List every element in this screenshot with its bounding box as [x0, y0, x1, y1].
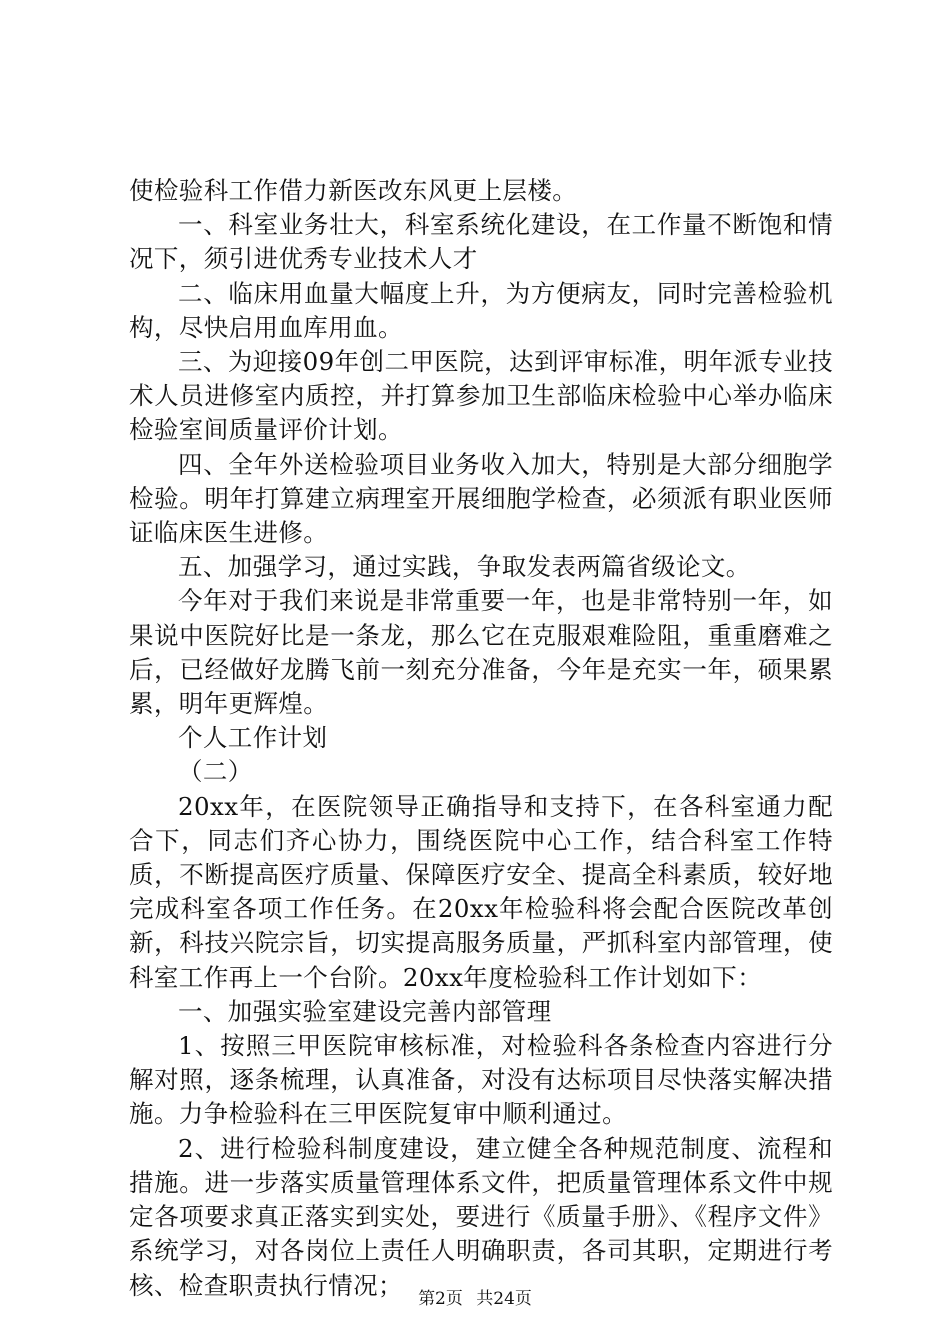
total-pages: 共24页	[476, 1289, 532, 1309]
section-number: （二）	[178, 757, 253, 787]
page-number: 第2页	[418, 1289, 463, 1309]
page-footer	[0, 1288, 950, 1310]
paragraph: 三、为迎接09年创二甲医院，达到评审标准，明年派专业技术人员进修室内质控，并打算参加卫生部临床检验中心举办临床检验室间质量评价计划。	[129, 347, 833, 445]
paragraph: 一、科室业务壮大，科室系统化建设，在工作量不断饱和情况下，须引进优秀专业技术人才	[129, 210, 833, 274]
document-body	[129, 174, 833, 1303]
section-heading: 个人工作计划	[178, 723, 328, 753]
subsection-heading: 一、加强实验室建设完善内部管理	[178, 996, 552, 1026]
paragraph: 20xx年，在医院领导正确指导和支持下，在各科室通力配合下，同志们齐心协力，围绕医院中心工作，结合科室工作特质，不断提高医疗质量、保障医疗安全、提高全科素质，较好地完成科室各项工作任务。在20xx年检验科将会配合医院改革创新，科技兴院宗旨，切实提高服务质量，严抓科室内部管理，使科室工作再上一个台阶。20xx年度检验科工作计划如下：	[129, 791, 833, 992]
paragraph: 2、进行检验科制度建设，建立健全各种规范制度、流程和措施。进一步落实质量管理体系文件，把质量管理体系文件中规定各项要求真正落实到实处，要进行《质量手册》、《程序文件》系统学习，对各岗位上责任人明确职责，各司其职，定期进行考核、检查职责执行情况；	[129, 1133, 833, 1300]
paragraph: 今年对于我们来说是非常重要一年，也是非常特别一年，如果说中医院好比是一条龙，那么它在克服艰难险阻，重重磨难之后，已经做好龙腾飞前一刻充分准备，今年是充实一年，硕果累累，明年更辉煌。	[129, 586, 833, 719]
paragraph: 二、临床用血量大幅度上升，为方便病友，同时完善检验机构，尽快启用血库用血。	[129, 278, 833, 342]
paragraph: 1、按照三甲医院审核标准，对检验科各条检查内容进行分解对照，逐条梳理，认真准备，对没有达标项目尽快落实解决措施。力争检验科在三甲医院复审中顺利通过。	[129, 1031, 833, 1129]
paragraph: 四、全年外送检验项目业务收入加大，特别是大部分细胞学检验。明年打算建立病理室开展细胞学检查，必须派有职业医师证临床医生进修。	[129, 449, 833, 548]
paragraph: 使检验科工作借力新医改东风更上层楼。	[129, 176, 578, 205]
paragraph: 五、加强学习，通过实践，争取发表两篇省级论文。	[178, 552, 751, 582]
